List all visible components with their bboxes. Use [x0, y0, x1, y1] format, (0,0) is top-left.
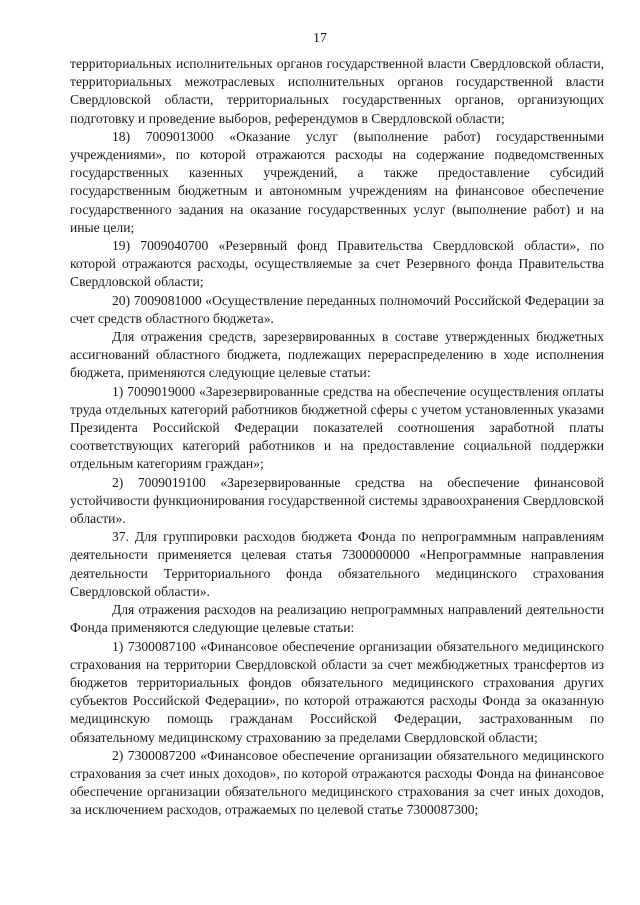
- page-number: 17: [313, 31, 327, 46]
- paragraph-continuation: территориальных исполнительных органов государственной власти Свердловской области, территориальных межотраслевых исполнительных органов государственной власти Свердловской области, территориальных государственных органов, организующих подготовку и проведение выборов, референдумов в Свердловской области;: [70, 56, 604, 126]
- paragraph-section-37: 37. Для группировки расходов бюджета Фонда по непрограммным направлениям деятельности применяется целевая статья 7300000000 «Непрограммные направления деятельности Территориального фонда обязательного медицинского страхования Свердловской области».: [70, 529, 604, 599]
- paragraph-reserved-item-2: 2) 7009019100 «Зарезервированные средства на обеспечение финансовой устойчивости функционирования государственной системы здравоохранения Свердловской области».: [70, 474, 604, 527]
- paragraph-fund-item-2: 2) 7300087200 «Финансовое обеспечение организации обязательного медицинского страхования за счет иных доходов», по которой отражаются расходы Фонда на финансовое обеспечение организации обязательного медицинского страхования за счет иных доходов, за исключением расходов, отражаемых по целевой статье 7300087300;: [70, 747, 604, 818]
- paragraph-fund-intro: Для отражения расходов на реализацию непрограммных направлений деятельности Фонда применяются следующие целевые статьи:: [70, 602, 604, 636]
- paragraph-item-19: 19) 7009040700 «Резервный фонд Правительства Свердловской области», по которой отражаются расходы, осуществляемые за счет Резервного фонда Правительства Свердловской области;: [70, 238, 604, 290]
- paragraph-item-18: 18) 7009013000 «Оказание услуг (выполнение работ) государственными учреждениями», по которой отражаются расходы на содержание подведомственных государственных казенных учреждений, а также предоставление субсидий государственным бюджетным и автономным учреждениям на финансовое обеспечение государственного задания на оказание государственных услуг (выполнение работ) и на иные цели;: [70, 128, 604, 235]
- paragraph-item-20: 20) 7009081000 «Осуществление переданных полномочий Российской Федерации за счет средств областного бюджета».: [70, 292, 604, 326]
- document-body: [70, 55, 604, 820]
- paragraph-reserved-intro: Для отражения средств, зарезервированных в составе утвержденных бюджетных ассигнований областного бюджета, подлежащих перераспределению в ходе исполнения бюджета, применяются следующие целевые статьи:: [70, 329, 604, 381]
- paragraph-reserved-item-1: 1) 7009019000 «Зарезервированные средства на обеспечение осуществления оплаты труда отдельных категорий работников бюджетной сферы с учетом установленных указами Президента Российской Федерации показателей соотношения заработной платы соответствующих категорий работников и на предоставление социальной поддержки отдельным категориям граждан»;: [70, 383, 604, 472]
- paragraph-fund-item-1: 1) 7300087100 «Финансовое обеспечение организации обязательного медицинского страхования на территории Свердловской области за счет межбюджетных трансфертов из бюджетов территориальных фондов обязательного медицинского страхования других субъектов Российской Федерации», по которой отражаются расходы Фонда за оказанную медицинскую помощь гражданам Российской Федерации, застрахованным по обязательному медицинскому страхованию за пределами Свердловской области;: [70, 638, 604, 745]
